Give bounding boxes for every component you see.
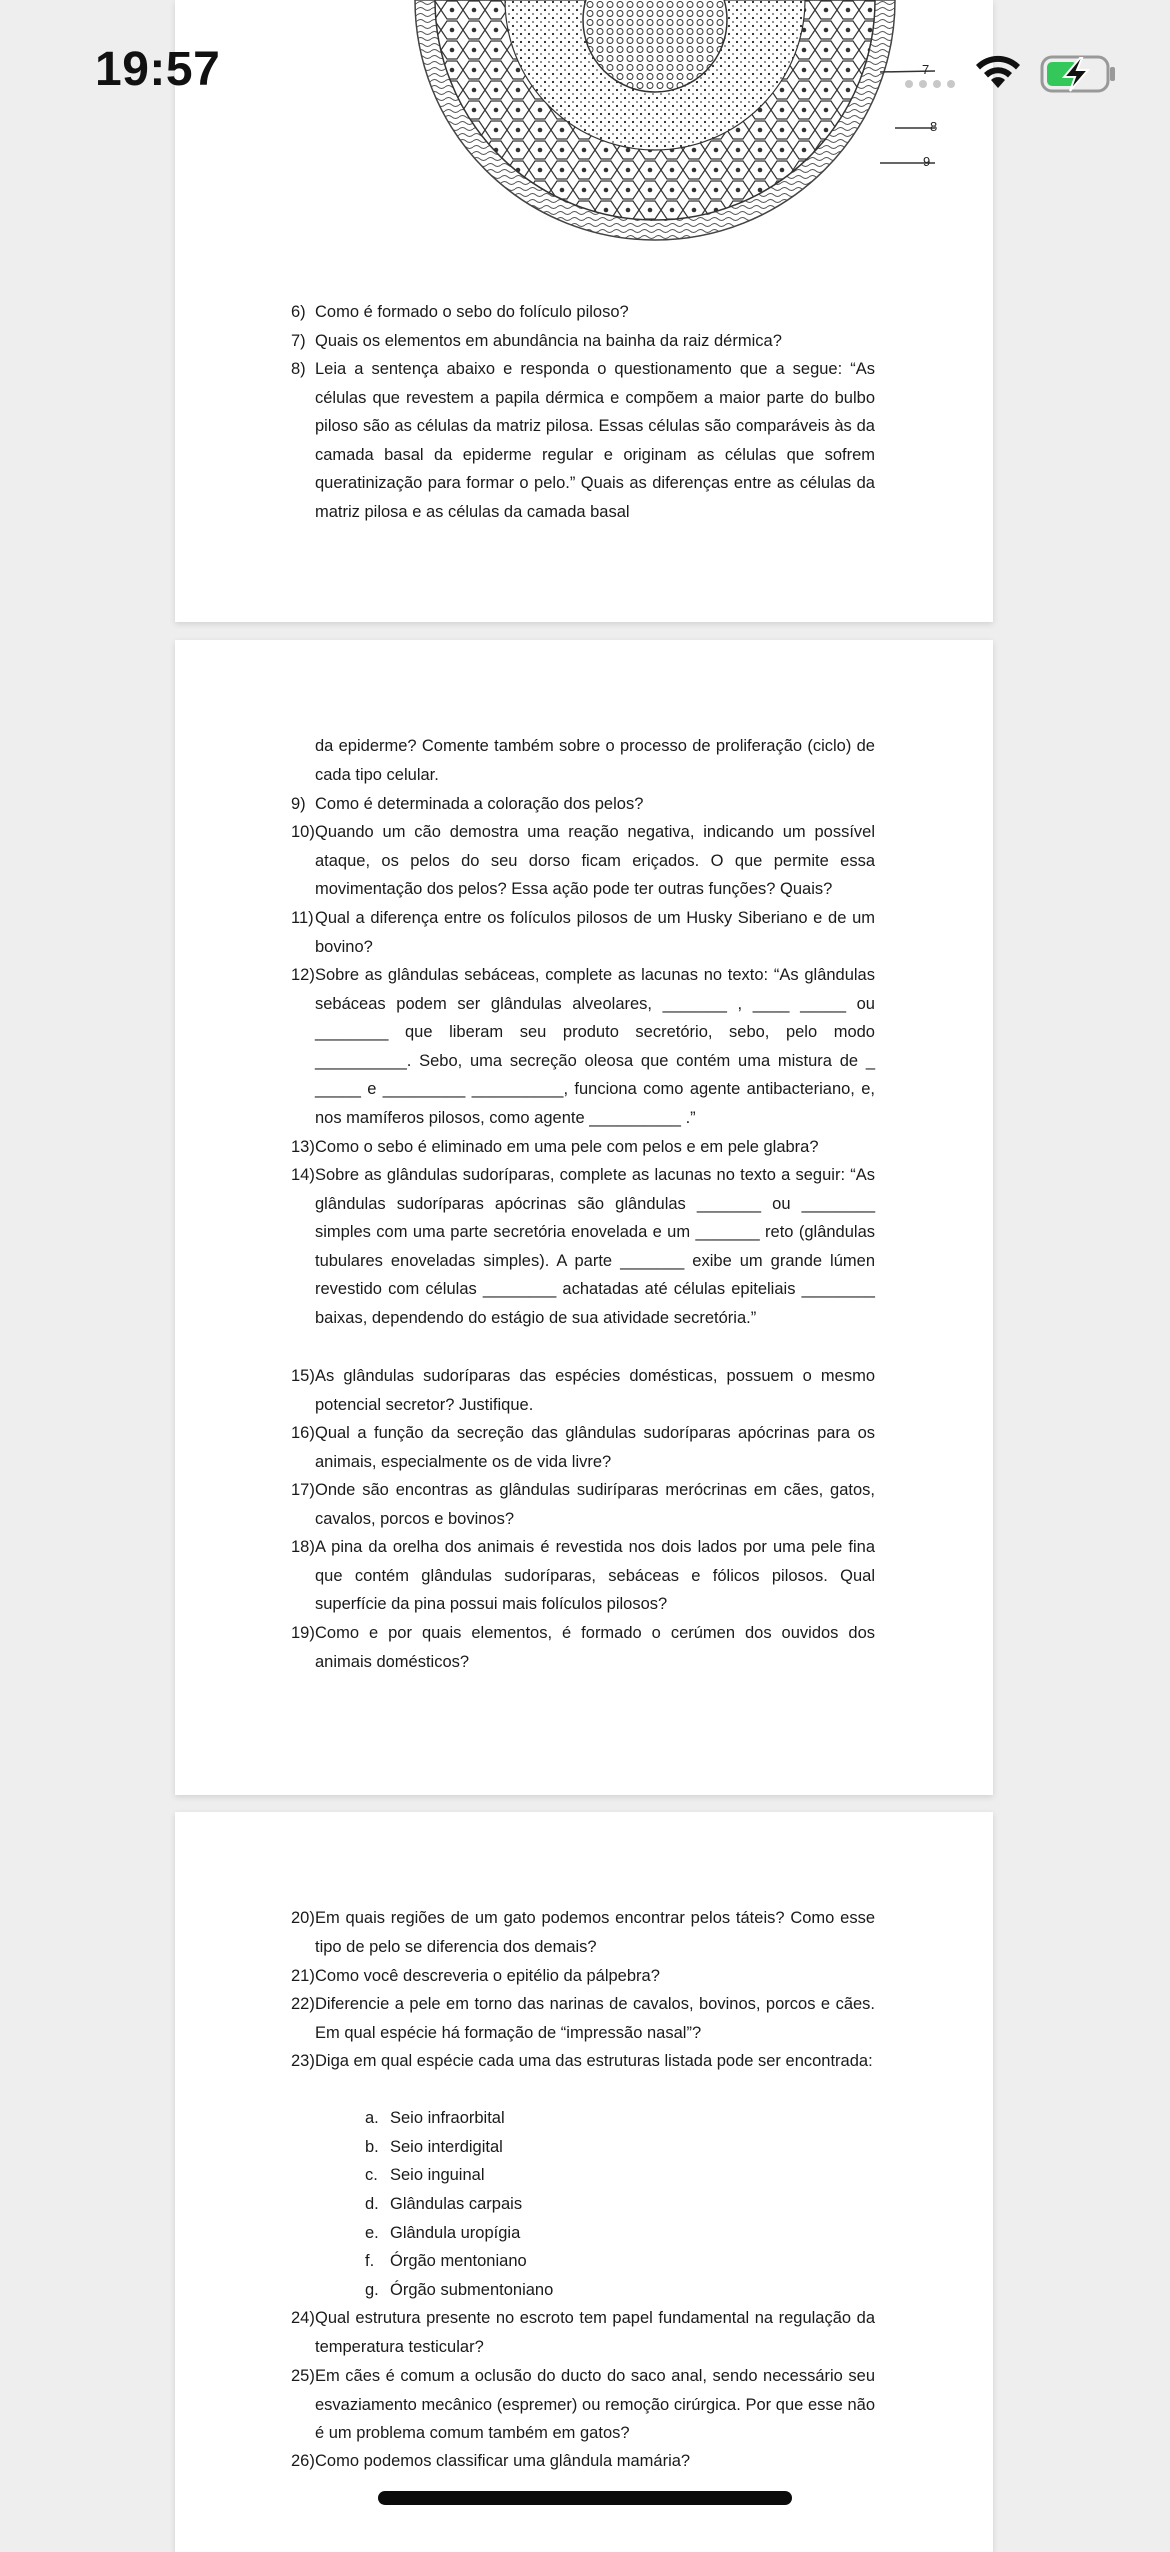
question-15: 15) As glândulas sudoríparas das espécies domésticas, possuem o mesmo potencial secretor? Justifique. (291, 1367, 875, 1414)
wifi-icon (972, 52, 1024, 90)
document-page-3 (175, 1812, 993, 2552)
document-page-2 (175, 640, 993, 1795)
subitem-c: c. Seio inguinal (365, 2166, 485, 2184)
diagram-label-7: 7 (922, 62, 930, 77)
question-7: 7) Quais os elementos em abundância na bainha da raiz dérmica? (291, 332, 782, 350)
status-time: 19:57 (95, 43, 221, 96)
battery-charging-icon (1040, 54, 1118, 94)
question-9: 9) Como é determinada a coloração dos pelos? (291, 795, 644, 813)
question-10: 10) Quando um cão demostra uma reação negativa, indicando um possível ataque, os pelos do seu dorso ficam eriçados. O que permite essa movimentação dos pelos? Essa ação pode ter outras funções? Quais? (291, 823, 875, 899)
subitem-b: b. Seio interdigital (365, 2138, 503, 2156)
cellular-signal-icon (905, 80, 955, 88)
status-bar (0, 0, 1170, 150)
diagram-label-8: 8 (930, 119, 938, 134)
question-14: 14) Sobre as glândulas sudoríparas, complete as lacunas no texto a seguir: “As glândulas sudoríparas apócrinas são glândulas _______ ou ________ simples com uma parte secretória enovelada e um _______ reto (glândulas tubulares enoveladas simples). A parte _______ exibe um grande lúmen revestido com células ________ achatadas até células epiteliais ________ baixas, dependendo do estágio de sua atividade secretória.” (291, 1166, 875, 1327)
question-17: 17) Onde são encontras as glândulas sudiríparas merócrinas em cães, gatos, cavalos, porcos e bovinos? (291, 1481, 875, 1528)
question-22: 22) Diferencie a pele em torno das narinas de cavalos, bovinos, porcos e cães. Em qual espécie há formação de “impressão nasal”? (291, 1995, 875, 2042)
subitem-g: g. Órgão submentoniano (365, 2281, 554, 2299)
subitem-e: e. Glândula uropígia (365, 2224, 521, 2242)
question-11: 11) Qual a diferença entre os folículos pilosos de um Husky Siberiano e de um bovino? (291, 909, 875, 956)
question-20: 20) Em quais regiões de um gato podemos encontrar pelos táteis? Como esse tipo de pelo se diferencia dos demais? (291, 1909, 875, 1956)
subitem-a: a. Seio infraorbital (365, 2109, 505, 2127)
question-13: 13) Como o sebo é eliminado em uma pele com pelos e em pele glabra? (291, 1138, 819, 1156)
subitem-d: d. Glândulas carpais (365, 2195, 523, 2213)
question-25: 25) Em cães é comum a oclusão do ducto do saco anal, sendo necessário seu esvaziamento mecânico (espremer) ou remoção cirúrgica. Por que esse não é um problema comum também em gatos? (291, 2367, 875, 2443)
question-26: 26) Como podemos classificar uma glândula mamária? (291, 2452, 691, 2470)
question-19: 19) Como e por quais elementos, é formado o cerúmen dos ouvidos dos animais domésticos? (291, 1624, 875, 1671)
question-8: 8) Leia a sentença abaixo e responda o questionamento que a segue: “As células que revestem a papila dérmica e compõem a maior parte do bulbo piloso são as células da matriz pilosa. Essas células são comparáveis às da camada basal da epiderme regular e originam as células que sofrem queratinização para formar o pelo.” Quais as diferenças entre as células da matriz pilosa e as células da camada basal (291, 360, 875, 521)
question-8-continuation: da epiderme? Comente também sobre o processo de proliferação (ciclo) de cada tipo celular. (315, 737, 875, 784)
question-12: 12) Sobre as glândulas sebáceas, complete as lacunas no texto: “As glândulas sebáceas podem ser glândulas alveolares, _______ , ____ _____ ou ________ que liberam seu produto secretório, sebo, pelo modo __________. Sebo, uma secreção oleosa que contém uma mistura de _ _____ e _________ __________, funciona como agente antibacteriano, e, nos mamíferos pilosos, como agente __________ .” (291, 966, 875, 1127)
question-16: 16) Qual a função da secreção das glândulas sudoríparas apócrinas para os animais, especialmente os de vida livre? (291, 1424, 875, 1471)
home-indicator[interactable] (378, 2491, 792, 2505)
question-21: 21) Como você descreveria o epitélio da pálpebra? (291, 1967, 660, 1985)
question-23: 23) Diga em qual espécie cada uma das estruturas listada pode ser encontrada: (291, 2052, 873, 2070)
question-24: 24) Qual estrutura presente no escroto tem papel fundamental na regulação da temperatura testicular? (291, 2309, 875, 2356)
question-6: 6) Como é formado o sebo do folículo piloso? (291, 303, 629, 321)
diagram-label-9: 9 (923, 154, 931, 169)
question-18: 18) A pina da orelha dos animais é revestida nos dois lados por uma pele fina que contém glândulas sudoríparas, sebáceas e fólicos pilosos. Qual superfície da pina possui mais folículos pilosos? (291, 1538, 875, 1614)
subitem-f: f. Órgão mentoniano (365, 2252, 527, 2270)
